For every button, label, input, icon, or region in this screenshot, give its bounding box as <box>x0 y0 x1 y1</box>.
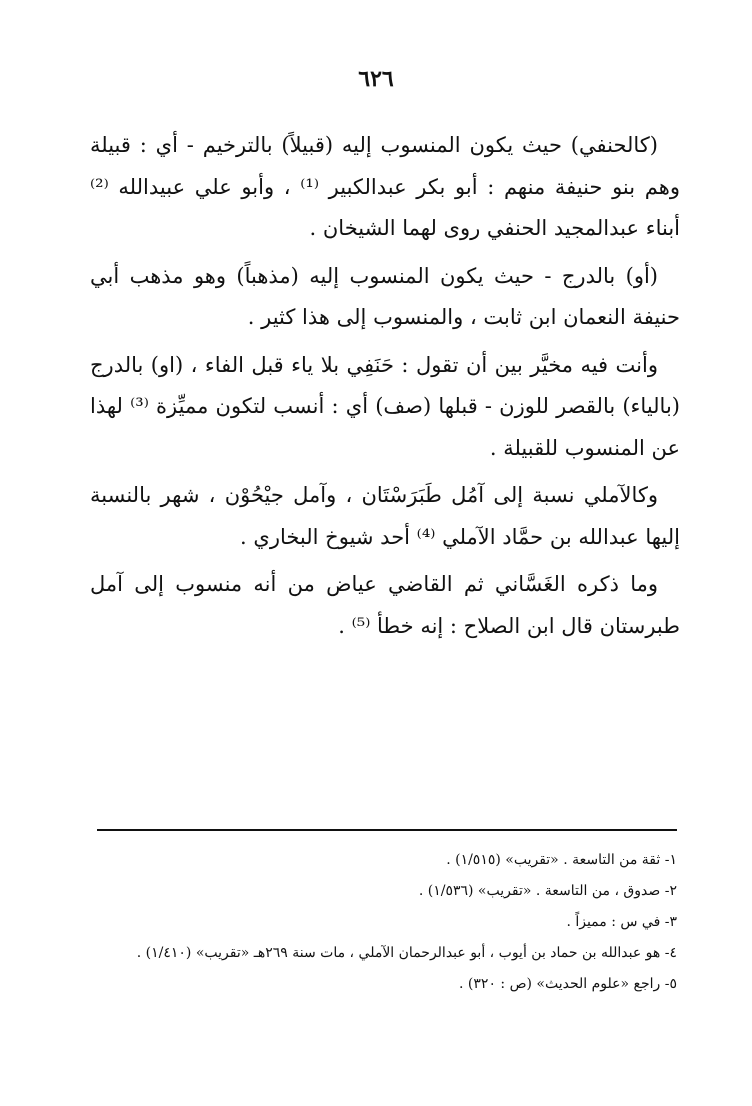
footnote-divider <box>97 829 677 831</box>
paragraph: (أو) بالدرج - حيث يكون المنسوب إليه (مذهباً) وهو مذهب أبي حنيفة النعمان ابن ثابت ، والمنسوب إلى هذا كثير . <box>90 263 680 329</box>
paragraph: (كالحنفي) حيث يكون المنسوب إليه (قبيلاً) بالترخيم - أي : قبيلة وهم بنو حنيفة منهم : أبو بكر عبدالكبير ⁽¹⁾ ، وأبو علي عبيدالله ⁽²⁾ أبناء عبدالمجيد الحنفي روى لهما الشيخان . <box>90 133 680 240</box>
page-number: ٦٢٦ <box>358 66 394 92</box>
paragraph: وأنت فيه مخيَّر بين أن تقول : حَنَفِي بلا ياء قبل الفاء ، (او) بالدرج (بالياء) بالقصر للوزن - قبلها (صف) أي : أنسب لتكون مميِّزة ⁽³⁾ لهذا عن المنسوب للقبيلة . <box>90 352 680 460</box>
paragraph: وما ذكره الغَسَّاني ثم القاضي عياض من أنه منسوب إلى آمل طبرستان قال ابن الصلاح : إنه خطأ ⁽⁵⁾ . <box>90 572 680 638</box>
footnote: ٤- هو عبدالله بن حماد بن أيوب ، أبو عبدالرحمان الآملي ، مات سنة ٢٦٩هـ «تقريب» (١/٤١٠) . <box>136 945 677 961</box>
footnote: ٢- صدوق ، من التاسعة . «تقريب» (١/٥٣٦) . <box>418 883 677 899</box>
paragraph: وكالآملي نسبة إلى آمُل طَبَرَسْتَان ، وآمل جيْحُوْن ، شهر بالنسبة إليها عبدالله بن حمَّاد الآملي ⁽⁴⁾ أحد شيوخ البخاري . <box>90 483 680 549</box>
footnotes <box>97 845 677 1000</box>
footnote: ١- ثقة من التاسعة . «تقريب» (١/٥١٥) . <box>446 852 677 868</box>
footnote: ٥- راجع «علوم الحديث» (ص : ٣٢٠) . <box>459 976 677 992</box>
footnote: ٣- في س : مميزاً . <box>566 914 677 930</box>
main-text <box>90 125 680 647</box>
